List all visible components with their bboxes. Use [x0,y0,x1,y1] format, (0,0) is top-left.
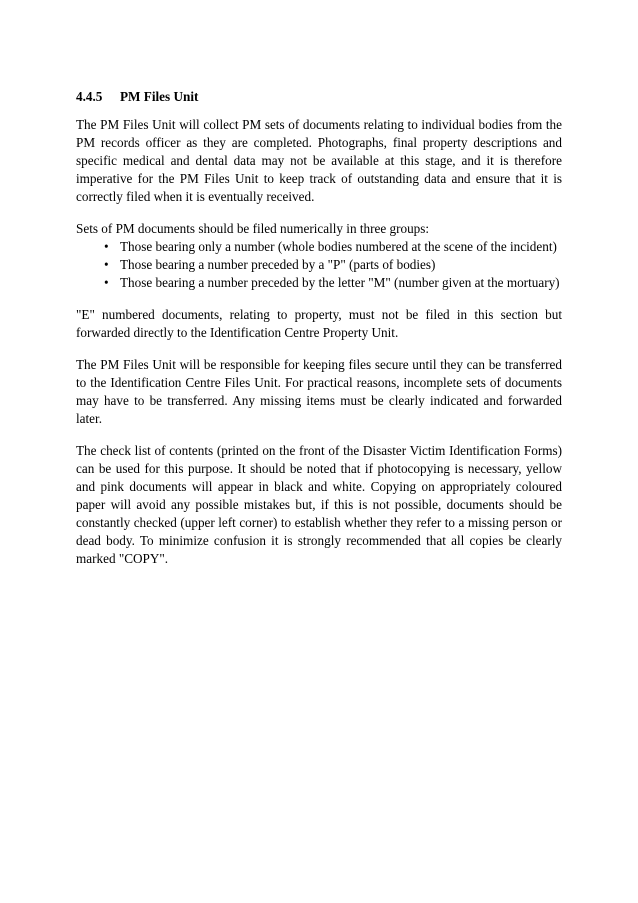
list-item [102,274,562,292]
list-item-text: Those bearing a number preceded by a "P" (parts of bodies) [120,257,436,272]
list-item-text: Those bearing a number preceded by the letter "M" (number given at the mortuary) [120,275,560,290]
list-item [102,256,562,274]
bullet-icon: • [104,257,109,272]
section-title: PM Files Unit [120,89,199,104]
section-number: 4.4.5 [76,89,103,104]
paragraph-filing-intro: Sets of PM documents should be filed numerically in three groups: [76,221,430,236]
section-heading [76,88,562,106]
paragraph-e-documents: "E" numbered documents, relating to property, must not be filed in this section but forwarded directly to the Identification Centre Property Unit. [76,307,562,340]
list-item-text: Those bearing only a number (whole bodies numbered at the scene of the incident) [120,239,557,254]
paragraph-collection: The PM Files Unit will collect PM sets of documents relating to individual bodies from the PM records officer as they are completed. Photographs, final property descriptions and specific medical and dental data may not be available at this stage, and it is therefore imperative for the PM Files Unit to keep track of outstanding data and ensure that it is correctly filed when it is eventually received. [76,117,562,204]
paragraph-checklist: The check list of contents (printed on the front of the Disaster Victim Identification Forms) can be used for this purpose. It should be noted that if photocopying is necessary, yellow and pink documents will appear in black and white. Copying on appropriately coloured paper will avoid any possible mistakes but, if this is not possible, documents should be constantly checked (upper left corner) to establish whether they refer to a missing person or dead body. To minimize confusion it is strongly recommended that all copies be clearly marked "COPY". [76,443,562,566]
list-item [102,238,562,256]
filing-groups-list [76,238,562,292]
document-page [76,88,562,582]
paragraph-responsibility: The PM Files Unit will be responsible for keeping files secure until they can be transferred to the Identification Centre Files Unit. For practical reasons, incomplete sets of documents may have to be transferred. Any missing items must be clearly indicated and forwarded later. [76,357,562,426]
bullet-icon: • [104,275,109,290]
bullet-icon: • [104,239,109,254]
